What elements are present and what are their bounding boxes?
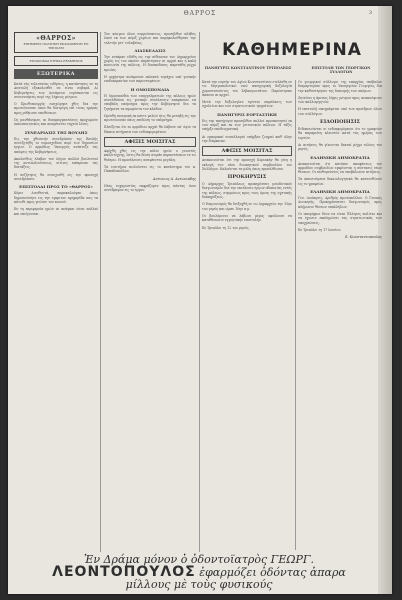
box-text: ΕΦΗΜΕΡΙΣ ΠΟΛΙΤΙΚΗ ΕΚΔΙΔΟΜΕΝΗ ΕΝ ΤΡΙΠΟΛΕΙ: [23, 42, 89, 50]
ad-line-3: μίλλους μὲ τοὺς φυσικούς: [125, 578, 273, 591]
column-rule: [199, 32, 200, 552]
section-title: ΑΦΙΞΙΣ ΜΟΙΣΙΤΑΣ: [202, 146, 292, 156]
column-rule: [295, 80, 296, 550]
section-title: ΣΥΝΕΔΡΙΑΣΙΣ ΤΗΣ ΒΟΥΛΗΣ: [24, 129, 88, 135]
subheading-left: ΠΑΝΗΓΥΡΙΣ ΚΩΝΣΤΑΝΤΙΝΟΥ ΤΡΙΠΟΛΕΩΣ: [204, 66, 292, 70]
section-title: ΕΠΙΣΤΟΛΑΙ ΠΡΟΣ ΤΟ «ΘΑΡΡΟΣ»: [19, 184, 93, 190]
section-title: ΕΛΛΗΝΙΚΗ ΔΗΜΟΚΡΑΤΙΑ: [310, 189, 370, 195]
column-rule: [100, 32, 101, 552]
page-number: 3: [368, 10, 372, 16]
subscription-box-2: [14, 56, 98, 66]
left-column: «ΘΑΡΡΟΣ» ΕΦΗΜΕΡΙΣ ΠΟΛΙΤΙΚΗ ΕΚΔΙΔΟΜΕΝΗ ΕΝ ΤΡΙΠΟΛΕΙ ΣΥΝΔΡΟΜΑΙ ΕΤΗΣΙΑ ΕΞΑΜΗΝΟΣ ΕΞΩΤΕΡΙΚΑ Κατά τάς τελευταίας ειδήσεις, η κατάστασις εν τη Ανατολή εξακολουθεί να είναι σοβαρά. Αι Κυβερνήσεις των Δυνάμεων ευρίσκονται εις συνεννοήσεις περί της λήψεως μέτρων. Ο Πρωθυπουργός ανεχώρησε χθες δια την πρωτεύουσαν όπου θα διατρίψη επί τινας ημέρας προς ρύθμισιν υποθέσεων. Ως μανθάνομεν, αι διαπραγματεύσεις προχωρούν ικανοποιητικώς και αναμένεται ταχεία λύσις. ΣΥΝΕΔΡΙΑΣΙΣ ΤΗΣ ΒΟΥΛΗΣ Εις την χθεσινήν συνεδρίασιν της Βουλής συνεζητήθη το νομοσχέδιον περί των δημοσίων έργων. Ο αρμόδιος Υπουργός ανέπτυξε τας απόψεις της Κυβερνήσεως. Ακολούθως έλαβον τον λόγον πολλοί βουλευταί της αντιπολιτεύσεως, οίτινες επέκριναν τας διατάξεις. Η συζήτησις θα συνεχισθή εις την προσεχή συνεδρίασιν. ΕΠΙΣΤΟΛΑΙ ΠΡΟΣ ΤΟ «ΘΑΡΡΟΣ» Κύριε Διευθυντά, παρακαλούμεν όπως δημοσιεύσητε εις την εγκριτον εφημερίδα σας τα κάτωθι προς γνώσιν του κοινού. Εν τη περιφερεία ημών αι ανάγκαι είναι πολλαί και επείγουσαι.: [14, 32, 98, 219]
section-title: ΠΡΟΚΗΡΥΞΙΣ: [227, 174, 267, 181]
section-title: ΕΙΔΟΠΟΙΗΣΙΣ: [320, 119, 360, 126]
center-column: Του κόσμου όλου συρρεύσαντος, προσήλθον πλήθος λαού εκ των πέριξ χωρίων και παρηκολούθησαν την τελετήν μετ' ευλαβείας. ΔΙΑΣΚΕΔΑΣΙΣ Την εσπέραν εδόθη εις την αίθουσαν του Δημαρχείου χορός εις τον οποίον παρέστησαν αι αρχαί και η καλή κοινωνία της πόλεως. Η διασκέδασις παρετάθη μέχρι πρωίας. Η ορχήστρα ανέκρουσε εκλεκτά τεμάχια υπό γενικήν επιδοκιμασίαν των παρισταμένων. Η ΟΜΟΣΠΟΝΔΙΑ Η Ομοσπονδία των επαγγελματιών της πόλεως ημών συνελθούσα εις γενικήν συνέλευσιν απεφάσισε να υποβάλη υπόμνημα προς την Κυβέρνησιν δια τα ζητήματα τα αφορώντα τον κλάδον. Ωρίσθη επιτροπή εκ πέντε μελών ήτις θα μεταβή εις την πρωτεύουσαν όπως επιδώση το υπόμνημα. Ελπίζεται ότι αι αρμόδιαι αρχαί θα λάβουν υπ' όψιν τα δίκαια αιτήματα των ενδιαφερομένων. ΑΦΙΞΙΣ ΜΟΙΣΙΤΑΣ Αφίχθη χθες εις την πόλιν ημών ο γνωστός καλλιτέχνης, όστις θα δώση σειράν παραστάσεων εν τω θεάτρω. Η προσέλευσις αναμένεται μεγάλη. Τα εισιτήρια πωλούνται εις το κατάστημα του κ. Παπαδοπούλου. Αντωνιος Α. Αντωνιαδης Νέας ευχαριστίας εκφράζομεν προς πάντας όσοι συνέδραμον εις το έργον.: [104, 32, 196, 192]
ad-line-2-rest: ἐφαρμόζει ὀδόντας ἀπαρα: [199, 566, 346, 579]
section-title: ΑΦΙΞΙΣ ΜΟΙΣΙΤΑΣ: [104, 137, 196, 147]
section-title: ΔΙΑΣΚΕΔΑΣΙΣ: [134, 47, 166, 53]
signature: Αντωνιος Α. Αντωνιαδης: [153, 176, 196, 181]
section-banner: ΚΑΘΗΜΕΡΙΝΑ: [222, 40, 362, 60]
subscription-box: [14, 32, 98, 53]
newspaper-page: [8, 6, 392, 594]
dentist-advertisement: [14, 554, 384, 591]
section-stamp: ΕΞΩΤΕΡΙΚΑ: [14, 69, 98, 79]
article-body: Κατά τάς τελευταίας ειδήσεις, η κατάστασις εν τη Ανατολή εξακολουθεί να είναι σοβαρά. Αι Κυβερνήσεις των Δυνάμεων ευρίσκονται εις συνεννοήσεις περί της λήψεως μέτρων.: [14, 82, 98, 99]
right-column: Οι γεωργικοί σύλλογοι της επαρχίας υπέβαλον διαμαρτυρίαν προς το Υπουργείον Γεωργίας δια την καθυστέρησιν της διανομής των σπόρων. Ζητείται η άμεσος λήψις μέτρων προς ανακούφισιν των καλλιεργητών. Η επιστολή υπογράφεται υπό των προέδρων όλων των συλλόγων. ΕΙΔΟΠΟΙΗΣΙΣ Ειδοποιούνται οι ενδιαφερόμενοι ότι το γραφείον θα παραμείνη κλειστόν κατά τας ημέρας των εορτών. Αι αιτήσεις θα γίνωνται δεκταί μέχρι τέλους του μηνός. ΕΛΛΗΝΙΚΗ ΔΗΜΟΚΡΑΤΙΑ Ανακοινούται ότι κατόπιν αποφάσεως του αρμοδίου συμβουλίου εγκρίνεται η σύστασις νέων θέσεων. Οι επιθυμούντες να υποβάλωσιν αιτήσεις. Τα απαιτούμενα δικαιολογητικά θα κατατεθώσιν εις το γραφείον. ΕΛΛΗΝΙΚΗ ΔΗΜΟΚΡΑΤΙΑ Γεν. Διοίκησις. Αριθμός πρωτοκόλλου. Ο Γενικός Διοικητής. Προκηρύσσεται διαγωνισμός προς πλήρωσιν θέσεων υπαλλήλων. Οι υποψήφιοι δέον να είναι Έλληνες πολίται και να έχωσιν εκπληρώσει τας στρατιωτικάς των υποχρεώσεις. Εν Τριπόλει τη 17 Ιουνίου. Ε. Κωνσταντοπουλος: [298, 80, 382, 240]
section-title: ΕΛΛΗΝΙΚΗ ΔΗΜΟΚΡΑΤΙΑ: [310, 154, 370, 160]
section-title: ΠΑΝΗΓΥΡΙΣ ΕΟΡΤΑΣΤΙΚΗ: [217, 111, 277, 117]
ad-line-1: Ἐν Δράμα μόνον ὁ ὀδοντοϊατρὸς ΓΕΩΡΓ.: [83, 553, 314, 566]
signature: Ε. Κωνσταντοπουλος: [345, 235, 382, 240]
right-center-column: Κατά την εορτήν του Αγίου Κωνσταντίνου ετελέσθη εν τω Μητροπολιτικώ ναώ πανηγυρική δοξολογία χοροστατούντος του Σεβασμιωτάτου. Παρέστησαν άπασαι αι αρχαί. Μετά την δοξολογίαν εγένετο παρέλασις των σχολείων και των στρατιωτικών τμημάτων. ΠΑΝΗΓΥΡΙΣ ΕΟΡΤΑΣΤΙΚΗ Εις την πανήγυριν προσήλθον πολλοί προσκυνηταί εκ των πέριξ και εκ των γειτονικών πόλεων. Η τάξις υπήρξε υποδειγματική. Αι εμπορικαί συναλλαγαί υπήρξαν ζωηραί καθ' όλην την διάρκειαν. ΑΦΙΞΙΣ ΜΟΙΣΙΤΑΣ Ανακοινούται ότι την προσεχή Κυριακήν θα γίνη η εκλογή του νέου διοικητικού συμβουλίου του Συλλόγου. Καλούνται τα μέλη όπως προσέλθωσιν. ΠΡΟΚΗΡΥΞΙΣ Ο Δήμαρχος Τριπόλεως προκηρύσσει μειοδοτικόν διαγωνισμόν δια την εκτέλεσιν έργων οδοποιίας εντός της πόλεως, συμφώνως προς τους όρους της σχετικής διακηρύξεως. Ο διαγωνισμός θα διεξαχθή εν τω Δημαρχείω την 15ην του μηνός και ώραν 10ην π.μ. Οι βουλόμενοι να λάβωσι μέρος οφείλουσι να καταθέσωσιν εγγυητικήν επιστολήν. Εν Τριπόλει τη 12 του μηνός.: [202, 80, 292, 230]
section-title: Η ΟΜΟΣΠΟΝΔΙΑ: [130, 86, 170, 92]
newspaper-title: ΘΑΡΡΟΣ: [183, 10, 217, 17]
ad-name: ΛΕΟΝΤΟΠΟΥΛΟΣ: [52, 564, 196, 580]
subheading-right: ΕΠΙΣΤΟΛΗ ΤΩΝ ΓΕΩΡΓΙΚΩΝ ΣΥΛΛΟΓΩΝ: [311, 66, 371, 74]
box-title: «ΘΑΡΡΟΣ»: [36, 35, 76, 42]
box2-text: ΣΥΝΔΡΟΜΑΙ ΕΤΗΣΙΑ ΕΞΑΜΗΝΟΣ: [29, 59, 83, 63]
